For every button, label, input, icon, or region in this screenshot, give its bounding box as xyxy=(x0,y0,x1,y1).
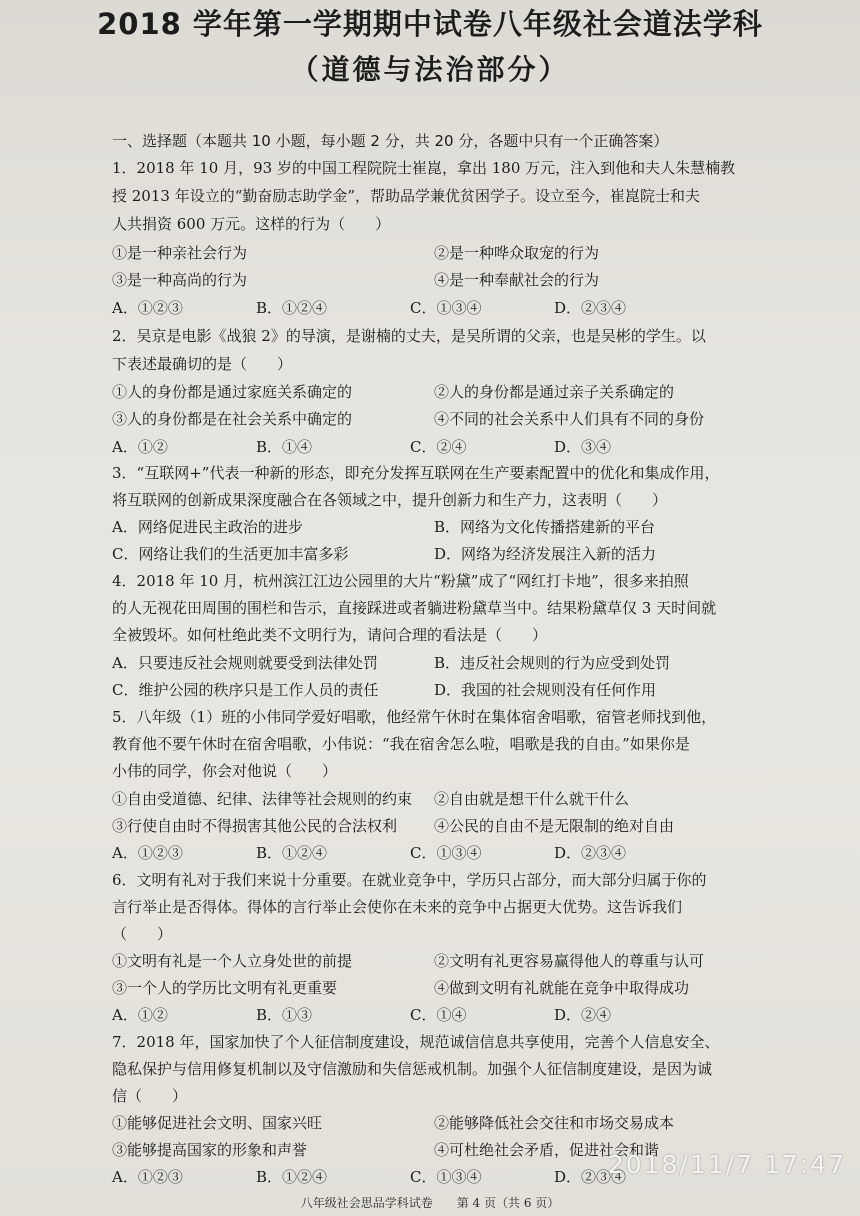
page-footer: 八年级社会思品学科试卷 第 4 页（共 6 页） xyxy=(300,1196,560,1210)
page-title: 2018 学年第一学期期中试卷八年级社会道法学科 xyxy=(97,7,763,41)
question-1-statement-2: ②是一种哗众取宠的行为 xyxy=(434,244,600,262)
question-7-option-d[interactable]: D．②③④ xyxy=(554,1168,627,1186)
question-1-stem-line-3: 人共捐资 600 万元。这样的行为（ ） xyxy=(112,215,391,233)
question-6-statement-3: ③一个人的学历比文明有礼更重要 xyxy=(112,979,338,997)
question-3-stem-line-1: 3．“互联网+”代表一种新的形态，即充分发挥互联网在生产要素配置中的优化和集成作用， xyxy=(112,464,720,482)
question-2-option-c[interactable]: C．②④ xyxy=(410,438,467,456)
question-1-statement-4: ④是一种奉献社会的行为 xyxy=(434,271,600,289)
question-6-stem-line-2: 言行举止是否得体。得体的言行举止会使你在未来的竞争中占据更大优势。这告诉我们 xyxy=(112,898,683,916)
question-5-statement-1: ①自由受道德、纪律、法律等社会规则的约束 xyxy=(112,790,413,808)
question-2-statement-4: ④不同的社会关系中人们具有不同的身份 xyxy=(434,410,705,428)
question-3-option-c[interactable]: C．网络让我们的生活更加丰富多彩 xyxy=(112,545,349,563)
question-6-option-c[interactable]: C．①④ xyxy=(410,1006,467,1024)
question-4-option-d[interactable]: D．我国的社会规则没有任何作用 xyxy=(434,681,657,699)
question-7-statement-2: ②能够降低社会交往和市场交易成本 xyxy=(434,1114,675,1132)
question-5-stem-line-1: 5．八年级（1）班的小伟同学爱好唱歌，他经常午休时在集体宿舍唱歌，宿管老师找到他， xyxy=(112,708,717,726)
question-5-statement-4: ④公民的自由不是无限制的绝对自由 xyxy=(434,817,675,835)
question-1-option-b[interactable]: B．①②④ xyxy=(256,299,328,317)
question-7-statement-1: ①能够促进社会文明、国家兴旺 xyxy=(112,1114,323,1132)
question-3-option-d[interactable]: D．网络为经济发展注入新的活力 xyxy=(434,545,657,563)
question-4-option-a[interactable]: A．只要违反社会规则就要受到法律处罚 xyxy=(112,654,378,672)
question-5-stem-line-2: 教育他不要午休时在宿舍唱歌，小伟说：“我在宿舍怎么啦，唱歌是我的自由。”如果你是 xyxy=(112,735,690,753)
question-7-option-a[interactable]: A．①②③ xyxy=(112,1168,183,1186)
question-6-statement-2: ②文明有礼更容易赢得他人的尊重与认可 xyxy=(434,952,705,970)
question-5-option-d[interactable]: D．②③④ xyxy=(554,844,627,862)
question-2-statement-3: ③人的身份都是在社会关系中确定的 xyxy=(112,410,353,428)
question-1-option-c[interactable]: C．①③④ xyxy=(410,299,482,317)
question-5-stem-line-3: 小伟的同学，你会对他说（ ） xyxy=(112,762,338,780)
question-2-statement-1: ①人的身份都是通过家庭关系确定的 xyxy=(112,383,353,401)
question-1-option-a[interactable]: A．①②③ xyxy=(112,299,183,317)
question-7-stem-line-3: 信（ ） xyxy=(112,1087,188,1105)
question-1-stem-line-1: 1．2018 年 10 月，93 岁的中国工程院院士崔崑，拿出 180 万元，注入到他和夫人朱慧楠教 xyxy=(112,159,736,177)
question-4-stem-line-1: 4．2018 年 10 月，杭州滨江江边公园里的大片“粉黛”成了“网红打卡地”，很多来拍照 xyxy=(112,572,689,590)
question-2-stem-line-2: 下表述最确切的是（ ） xyxy=(112,355,293,373)
question-1-option-d[interactable]: D．②③④ xyxy=(554,299,627,317)
question-1-statement-1: ①是一种亲社会行为 xyxy=(112,244,248,262)
question-2-option-d[interactable]: D．③④ xyxy=(554,438,612,456)
question-6-stem-line-3: （ ） xyxy=(112,925,173,943)
question-2-statement-2: ②人的身份都是通过亲子关系确定的 xyxy=(434,383,675,401)
question-2-option-a[interactable]: A．①② xyxy=(112,438,168,456)
question-4-option-c[interactable]: C．维护公园的秩序只是工作人员的责任 xyxy=(112,681,379,699)
question-7-stem-line-2: 隐私保护与信用修复机制以及守信激励和失信惩戒机制。加强个人征信制度建设，是因为诚 xyxy=(112,1060,713,1078)
question-5-statement-2: ②自由就是想干什么就干什么 xyxy=(434,790,630,808)
question-3-option-a[interactable]: A．网络促进民主政治的进步 xyxy=(112,518,303,536)
question-1-stem-line-2: 授 2013 年设立的“勤奋励志助学金”，帮助品学兼优贫困学子。设立至今，崔崑院士和夫 xyxy=(112,187,701,205)
question-2-stem-line-1: 2．吴京是电影《战狼 2》的导演，是谢楠的丈夫，是吴所谓的父亲，也是吴彬的学生。以 xyxy=(112,327,706,345)
question-6-statement-1: ①文明有礼是一个人立身处世的前提 xyxy=(112,952,353,970)
question-6-stem-line-1: 6．文明有礼对于我们来说十分重要。在就业竞争中，学历只占部分，而大部分归属于你的 xyxy=(112,871,707,889)
question-3-stem-line-2: 将互联网的创新成果深度融合在各领域之中，提升创新力和生产力，这表明（ ） xyxy=(112,491,668,509)
question-3-option-b[interactable]: B．网络为文化传播搭建新的平台 xyxy=(434,518,656,536)
question-7-statement-4: ④可杜绝社会矛盾，促进社会和谐 xyxy=(434,1141,660,1159)
question-4-stem-line-2: 的人无视花田周围的围栏和告示，直接踩进或者躺进粉黛草当中。结果粉黛草仅 3 天时间就 xyxy=(112,599,717,617)
question-6-option-a[interactable]: A．①② xyxy=(112,1006,168,1024)
question-5-statement-3: ③行使自由时不得损害其他公民的合法权利 xyxy=(112,817,398,835)
question-6-statement-4: ④做到文明有礼就能在竞争中取得成功 xyxy=(434,979,690,997)
section-heading: 一、选择题（本题共 10 小题，每小题 2 分，共 20 分，各题中只有一个正确答案） xyxy=(112,132,669,150)
page-subtitle: （道德与法治部分） xyxy=(290,53,570,86)
question-7-option-b[interactable]: B．①②④ xyxy=(256,1168,328,1186)
question-4-option-b[interactable]: B．违反社会规则的行为应受到处罚 xyxy=(434,654,671,672)
question-2-option-b[interactable]: B．①④ xyxy=(256,438,313,456)
question-5-option-c[interactable]: C．①③④ xyxy=(410,844,482,862)
photo-timestamp: 2018/11/7 17:47 xyxy=(607,1150,846,1179)
question-4-stem-line-3: 全被毁坏。如何杜绝此类不文明行为，请问合理的看法是（ ） xyxy=(112,626,548,644)
question-1-statement-3: ③是一种高尚的行为 xyxy=(112,271,248,289)
question-7-statement-3: ③能够提高国家的形象和声誉 xyxy=(112,1141,308,1159)
question-5-option-b[interactable]: B．①②④ xyxy=(256,844,328,862)
question-5-option-a[interactable]: A．①②③ xyxy=(112,844,183,862)
question-7-option-c[interactable]: C．①③④ xyxy=(410,1168,482,1186)
question-6-option-b[interactable]: B．①③ xyxy=(256,1006,313,1024)
question-6-option-d[interactable]: D．②④ xyxy=(554,1006,612,1024)
question-7-stem-line-1: 7．2018 年，国家加快了个人征信制度建设，规范诚信信息共享使用，完善个人信息安全、 xyxy=(112,1033,720,1051)
